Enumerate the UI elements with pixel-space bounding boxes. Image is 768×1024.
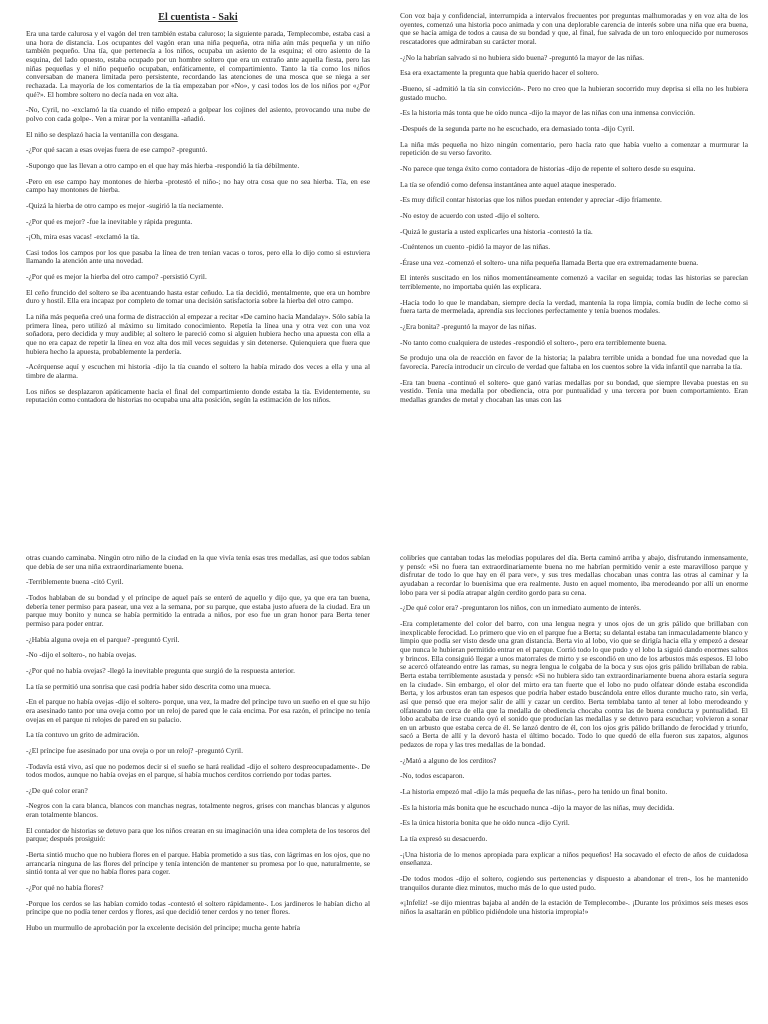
paragraph: El niño se desplazó hacia la ventanilla con desgana.	[26, 129, 179, 139]
paragraph: -¿Por qué es mejor la hierba del otro campo? -persistió Cyril.	[26, 272, 207, 282]
paragraph: -En el parque no había ovejas -dijo el soltero- porque, una vez, la madre del príncipe tuvo un sueño en el que su hijo era asesinado tanto por una oveja como por un reloj de pared que le caía encima. Por esa razón, el príncipe no tenía ovejas en el parque ni relojes de pared en su palacio.	[26, 697, 370, 724]
paragraph: -Negros con la cara blanca, blancos con manchas negras, totalmente negros, grises con manchas blancas y algunos eran totalmente blancos.	[26, 801, 370, 820]
paragraph: -No, todos escaparon.	[400, 771, 465, 781]
paragraph: La tía contuvo un grito de admiración.	[26, 730, 140, 740]
paragraph: -¿Mató a alguno de los cerditos?	[400, 755, 497, 765]
paragraph: -¿Por qué sacan a esas ovejas fuera de ese campo? -preguntó.	[26, 145, 208, 155]
paragraph: -Es la historia más tonta que he oído nunca -dijo la mayor de las niñas con una inmensa convicción.	[400, 108, 695, 118]
paragraph: -Es la historia más bonita que he escuchado nunca -dijo la mayor de las niñas, muy decidida.	[400, 802, 675, 812]
paragraph: -¿De qué color eran?	[26, 785, 88, 795]
paragraph: -Érase una vez -comenzó el soltero- una niña pequeña llamada Berta que era extremadamente buena.	[400, 257, 699, 267]
paragraph: -No, Cyril, no -exclamó la tía cuando el niño empezó a golpear los cojines del asiento, provocando una nube de polvo con cada golpe-. Ven a mirar por la ventanilla -añadió.	[26, 105, 370, 123]
paragraph: -Era tan buena -continuó el soltero- que ganó varias medallas por su bondad, que siempre llevaba puestas en su vestido. Tenía una medalla por obediencia, otra por puntualidad y una tercera por buen comportamiento. Eran medallas grandes de metal y chocaban las unas con las	[400, 377, 748, 405]
paragraph: -¿Por qué es mejor? -fue la inevitable y rápida pregunta.	[26, 216, 193, 226]
paragraph: El interés suscitado en los niños momentáneamente comenzó a vacilar en seguida; todas las historias se parecían terriblemente, no importaba quién las explicara.	[400, 273, 748, 292]
paragraph: Con voz baja y confidencial, interrumpida a intervalos frecuentes por preguntas malhumoradas y en voz alta de los oyentes, comenzó una historia poco animada y con una deplorable carencia de interés sobre una niña que era buena, que se hacía amiga de todos a causa de su bondad y que, al final, fue salvada de un toro enloquecido por numerosos rescatadores que admiraban su carácter moral.	[400, 11, 748, 46]
paragraph: -¿Era bonita? -preguntó la mayor de las niñas.	[400, 322, 537, 332]
paragraph: -Es muy difícil contar historias que los niños puedan entender y apreciar -dijo fríamente.	[400, 195, 662, 205]
paragraph: -Todos hablaban de su bondad y el príncipe de aquel país se enteró de aquello y dijo que, ya que era tan buena, debería tener permiso para pasear, una vez a la semana, por su parque, que estaba justo afuera de la ciudad. Era un parque muy bonito y nunca se había permitido la entrada a niños, por eso fue un gran honor para Berta tener permiso para poder entrar.	[26, 592, 370, 628]
paragraph: -Acérquense aquí y escuchen mi historia -dijo la tía cuando el soltero la había mirado dos veces a ella y una al timbre de alarma.	[26, 362, 370, 381]
paragraph: -No tanto como cualquiera de ustedes -respondió el soltero-, pero era terriblemente buena.	[400, 337, 667, 347]
paragraph: -La historia empezó mal -dijo la más pequeña de las niñas-, pero ha tenido un final bonito.	[400, 787, 668, 797]
paragraph: La tía se ofendió como defensa instantánea ante aquel ataque inesperado.	[400, 179, 617, 189]
paragraph: -Es la única historia bonita que he oído nunca -dijo Cyril.	[400, 818, 570, 828]
paragraph: -¿Por qué no había flores?	[26, 883, 104, 893]
story-title: El cuentista - Saki	[158, 12, 238, 23]
page-top-right	[384, 0, 768, 512]
paragraph: -¿Por qué no había ovejas? -llegó la inevitable pregunta que surgió de la respuesta anterior.	[26, 665, 295, 675]
page-gap	[0, 512, 768, 548]
paragraph: El contador de historias se detuvo para que los niños crearan en su imaginación una idea completa de los tesoros del parque; después prosiguió:	[26, 825, 370, 844]
paragraph: -¿Había alguna oveja en el parque? -preguntó Cyril.	[26, 634, 180, 644]
paragraph: -¿De qué color era? -preguntaron los niños, con un inmediato aumento de interés.	[400, 603, 641, 613]
paragraph: -No -dijo el soltero-, no había ovejas.	[26, 650, 137, 660]
page-top-left	[0, 0, 384, 512]
paragraph: -Cuéntenos un cuento -pidió la mayor de las niñas.	[400, 242, 551, 252]
paragraph: -Berta sintió mucho que no hubiera flores en el parque. Había prometido a sus tías, con lágrimas en los ojos, que no arrancaría ninguna de las flores del príncipe y tenía intención de mantener su promesa por lo que, naturalmente, se sintió tonta al ver que no había flores para coger.	[26, 850, 370, 877]
paragraph: -Quizá la hierba de otro campo es mejor -sugirió la tía neciamente.	[26, 200, 224, 210]
paragraph: -Hacía todo lo que le mandaban, siempre decía la verdad, mantenía la ropa limpia, comía budín de leche como si fuera tarta de mermelada, aprendía sus lecciones perfectamente y tenía buenos modales.	[400, 297, 748, 316]
paragraph: La niña más pequeña no hizo ningún comentario, pero hacía rato que había vuelto a comenzar a murmurar la repetición de su verso favorito.	[400, 139, 748, 158]
paragraph: -Era completamente del color del barro, con una lengua negra y unos ojos de un gris pálido que brillaban con inexplicable ferocidad. Lo primero que vio en el parque fue a Berta; su delantal estaba tan inmaculadamente blanco y limpio que podía ser visto desde una gran distancia. Berta vio al lobo, vio que se dirigía hacia ella y empezó a desear que nunca le hubieran permitido entrar en el parque. Corrió todo lo que pudo y el lobo la siguió dando enormes saltos y brincos. Ella consiguió llegar a unos matorrales de mirto y se escondió en uno de los arbustos más espesos. El lobo se acercó olfateando entre las ramas, su negra lengua le colgaba de la boca y sus ojos gris pálido brillaban de rabia. Berta estaba terriblemente asustada y pensó: «Si no hubiera sido tan extraordinariamente buena ahora estaría segura en la ciudad». Sin embargo, el olor del mirto era tan fuerte que el lobo no pudo olfatear dónde estaba escondida Berta, y los arbustos eran tan espesos que podría haber estado buscándola entre ellos durante mucho rato, sin verla, así que pensó que era mejor salir de allí y cazar un cerdito. Berta temblaba tanto al tener al lobo merodeando y olfateando tan cerca de ella que la medalla de obediencia chocaba contra las de buena conducta y puntualidad. El lobo acababa de irse cuando oyó el sonido que producían las medallas y se detuvo para escuchar; volvieron a sonar en un arbusto que estaba cerca de él. Se lanzó dentro de él, con los ojos gris pálido brillando de ferocidad y triunfo, sacó a Berta de allí y la devoró hasta el último bocado. Todo lo que quedó de ella fueron sus zapatos, algunos pedazos de ropa y las tres medallas de la bondad.	[400, 618, 748, 750]
paragraph: -De todos modos -dijo el soltero, cogiendo sus pertenencias y dispuesto a abandonar el tren-, los he mantenido tranquilos durante diez minutos, mucho más de lo que usted pudo.	[400, 874, 748, 892]
paragraph: Se produjo una ola de reacción en favor de la historia; la palabra terrible unida a bondad fue una novedad que la favorecía. Parecía introducir un círculo de verdad que faltaba en los cuentos sobre la vida infantil que narraba la tía.	[400, 353, 748, 372]
paragraph: -Supongo que las llevan a otro campo en el que hay más hierba -respondió la tía débilmente.	[26, 160, 300, 170]
paragraph: -Terriblemente buena -citó Cyril.	[26, 577, 124, 587]
paragraph: Los niños se desplazaron apáticamente hacia el final del compartimiento donde estaba la tía. Evidentemente, su reputación como contadora de historias no ocupaba una alta posición, según la estimación de los niños.	[26, 386, 370, 405]
paragraph: -¿No la habrían salvado si no hubiera sido buena? -preguntó la mayor de las niñas.	[400, 52, 645, 62]
paragraph: -Pero en ese campo hay montones de hierba -protestó el niño-; no hay otra cosa que no sea hierba. Tía, en ese campo hay montones de hierba.	[26, 176, 370, 195]
paragraph: «¡Infeliz! -se dijo mientras bajaba al andén de la estación de Templecombe-. ¡Durante los próximos seis meses esos niños la asaltarán en público pidiéndole una historia impropia!»	[400, 898, 748, 916]
paragraph: Esa era exactamente la pregunta que había querido hacer el soltero.	[400, 68, 599, 78]
paragraph: otras cuando caminaba. Ningún otro niño de la ciudad en la que vivía tenía esas tres medallas, así que todos sabían que debía de ser una niña extraordinariamente buena.	[26, 553, 370, 571]
paragraph: La niña más pequeña creó una forma de distracción al empezar a recitar «De camino hacia Mandalay». Sólo sabía la primera línea, pero utilizó al máximo su limitado conocimiento. Repetía la línea una y otra vez con una voz soñadora, pero decidida y muy audible; al soltero le pareció como si alguien hubiera hecho una apuesta con ella a que no era capaz de repetir la línea en voz alta dos mil veces seguidas y sin detenerse. Quienquiera que fuera que hubiera hecho la apuesta, probablemente la perdería.	[26, 312, 370, 356]
page-top-left-text	[26, 30, 370, 405]
paragraph: -Quizá le gustaría a usted explicarles una historia -contestó la tía.	[400, 226, 593, 236]
paragraph: -¡Una historia de lo menos apropiada para explicar a niños pequeños! Ha socavado el efecto de años de cuidadosa enseñanza.	[400, 849, 748, 868]
paragraph: -No parece que tenga éxito como contadora de historias -dijo de repente el soltero desde su esquina.	[400, 163, 696, 173]
paragraph: -Bueno, sí -admitió la tía sin convicción-. Pero no creo que la hubieran socorrido muy deprisa si ella no les hubiera gustado mucho.	[400, 83, 748, 102]
paragraph: Era una tarde calurosa y el vagón del tren también estaba caluroso; la siguiente parada, Templecombe, estaba casi a una hora de distancia. Los ocupantes del vagón eran una niña pequeña, otra niña aún más pequeña y un niño también pequeño. Una tía, que pertenecía a los niños, ocupaba un asiento de la esquina; el otro asiento de la esquina, del lado opuesto, estaba ocupado por un hombre soltero que era un extraño ante aquella fiesta, pero las niñas pequeñas y el niño pequeño ocupaban, enfáticamente, el compartimiento. Tanto la tía como los niños conversaban de manera limitada pero persistente, recordando las atenciones de una mosca que se niega a ser rechazada. La mayoría de los comentarios de la tía empezaban por «No», y casi todos los de los niños por «¿Por qué?». El hombre soltero no decía nada en voz alta.	[26, 29, 370, 99]
paragraph: Casi todos los campos por los que pasaba la línea de tren tenían vacas o toros, pero ella lo dijo como si estuviera llamando la atención ante una novedad.	[26, 247, 370, 266]
paragraph: El ceño fruncido del soltero se iba acentuando hasta estar ceñudo. La tía decidió, mentalmente, que era un hombre duro y hostil. Ella era incapaz por completo de tomar una decisión satisfactoria sobre la hierba del otro campo.	[26, 287, 370, 306]
paragraph: Hubo un murmullo de aprobación por la excelente decisión del príncipe; mucha gente habría	[26, 923, 300, 933]
paragraph: La tía expresó su desacuerdo.	[400, 834, 488, 844]
paragraph: La tía se permitió una sonrisa que casi podría haber sido descrita como una mueca.	[26, 681, 271, 691]
page-bottom-right	[384, 548, 768, 1024]
paragraph: colibríes que cantaban todas las melodías populares del día. Berta caminó arriba y abajo, disfrutando inmensamente, y pensó: «Si no fuera tan extraordinariamente buena no me habrían permitido venir a este maravilloso parque y disfrutar de todo lo que hay en él para ver», y sus tres medallas chocaban unas contra las otras al caminar y la ayudaban a recordar lo buenísima que era realmente. Justo en aquel momento, iba merodeando por allí un enorme lobo para ver si podía atrapar algún cerdito gordo para su cena.	[400, 553, 748, 597]
paragraph: -Después de la segunda parte no he escuchado, era demasiado tonta -dijo Cyril.	[400, 123, 635, 133]
paragraph: -Porque los cerdos se las habían comido todas -contestó el soltero rápidamente-. Los jardineros le habían dicho al príncipe que no podía tener cerdos y flores, así que decidió tener cerdos y no tener flores.	[26, 898, 370, 917]
paragraph: -¿El príncipe fue asesinado por una oveja o por un reloj? -preguntó Cyril.	[26, 745, 243, 755]
paragraph: -¡Oh, mira esas vacas! -exclamó la tía.	[26, 232, 140, 242]
page-bottom-left	[0, 548, 384, 1024]
paragraph: -No estoy de acuerdo con usted -dijo el soltero.	[400, 210, 540, 220]
paragraph: -Todavía está vivo, así que no podemos decir si el sueño se hará realidad -dijo el soltero despreocupadamente-. De todos modos, aunque no había ovejas en el parque, sí había muchos cerditos corriendo por todas partes.	[26, 761, 370, 780]
